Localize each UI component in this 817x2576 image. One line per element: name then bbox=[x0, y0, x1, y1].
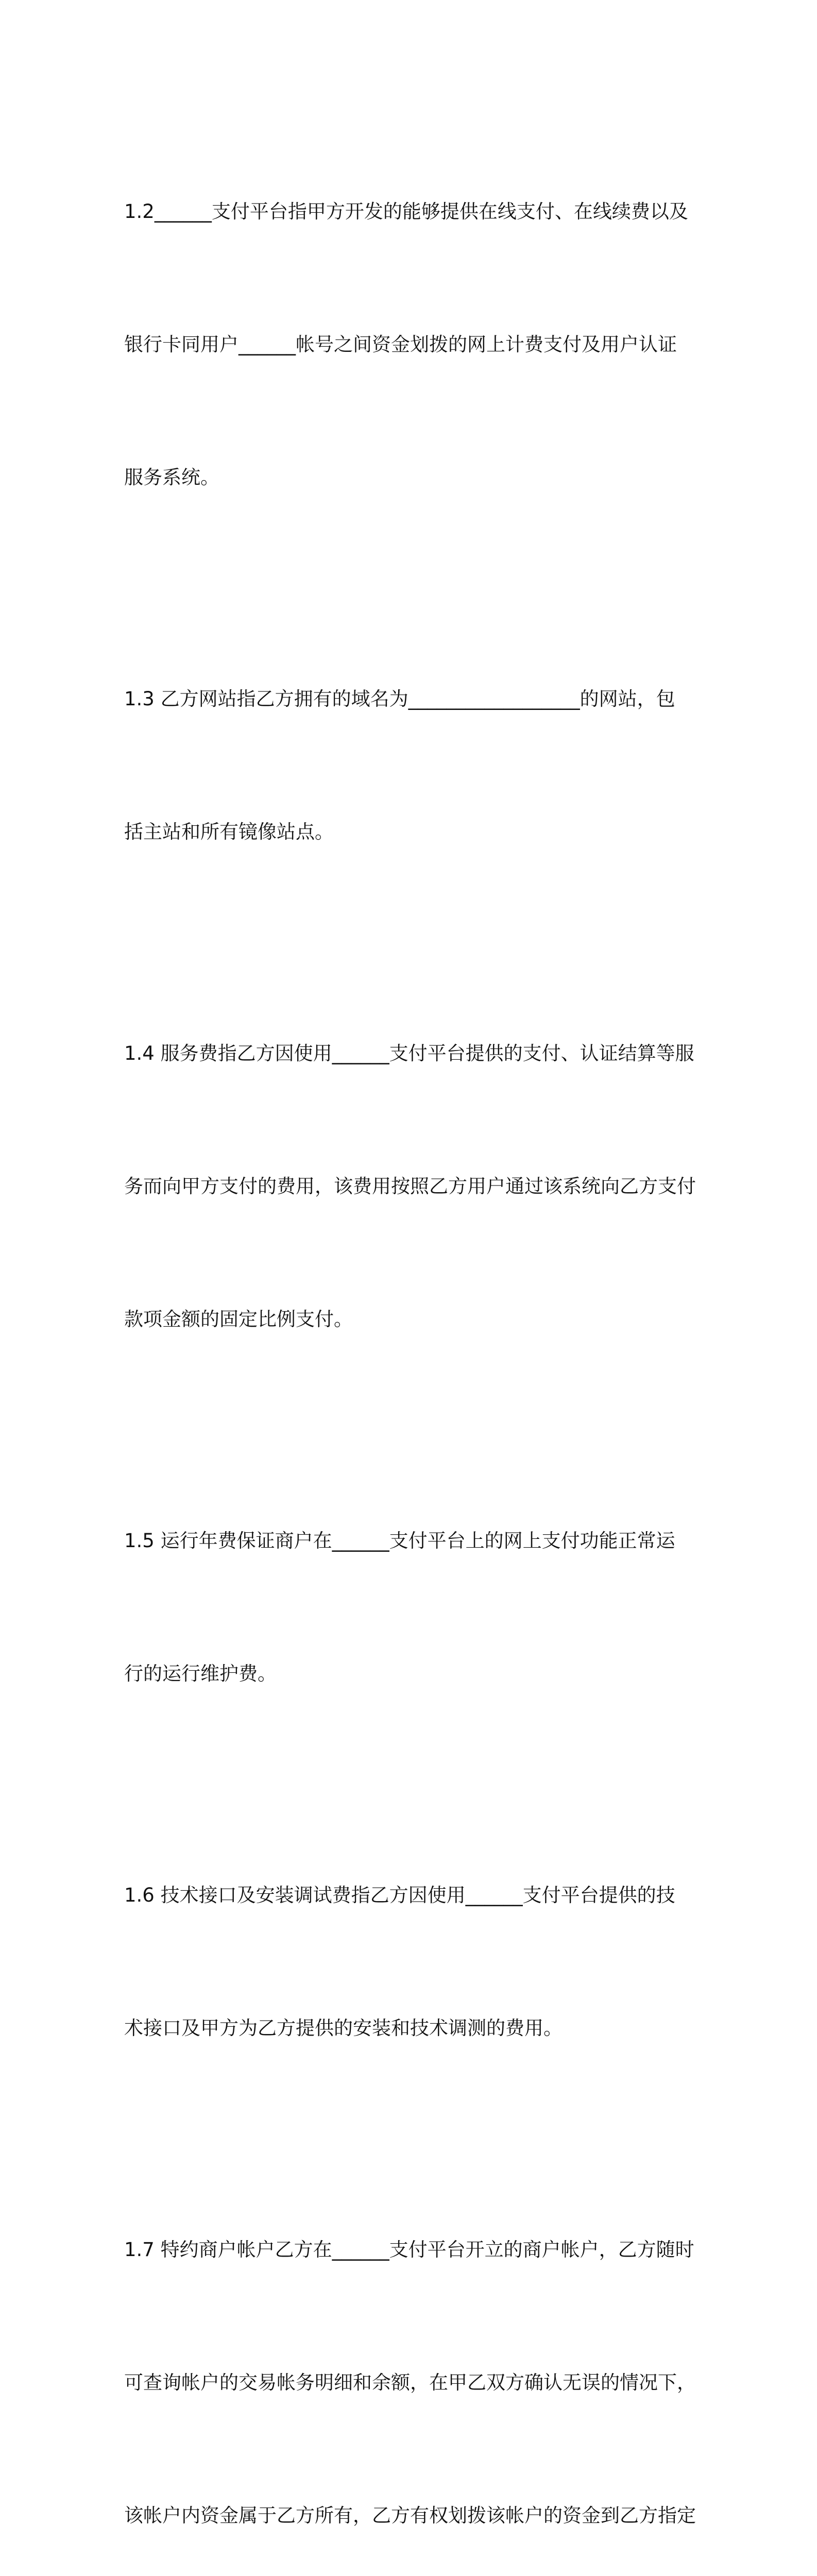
text-line: 1.7 特约商户帐户乙方在______支付平台开立的商户帐户，乙方随时 bbox=[124, 2239, 694, 2261]
text-line: 1.2______支付平台指甲方开发的能够提供在线支付、在线续费以及 bbox=[124, 200, 688, 223]
clause-1-3 bbox=[124, 588, 698, 943]
text-line: 术接口及甲方为乙方提供的安装和技术调测的费用。 bbox=[124, 2017, 563, 2039]
clause-1-7 bbox=[124, 2139, 698, 2576]
text-line: 1.4 服务费指乙方因使用______支付平台提供的支付、认证结算等服 bbox=[124, 1042, 694, 1064]
text-line: 该帐户内资金属于乙方所有，乙方有权划拨该帐户的资金到乙方指定 bbox=[124, 2504, 696, 2527]
text-line: 行的运行维护费。 bbox=[124, 1663, 277, 1685]
text-line: 服务系统。 bbox=[124, 466, 219, 488]
text-line: 1.6 技术接口及安装调试费指乙方因使用______支付平台提供的技 bbox=[124, 1884, 675, 1906]
text-line: 1.5 运行年费保证商户在______支付平台上的网上支付功能正常运 bbox=[124, 1530, 675, 1552]
text-line: 括主站和所有镜像站点。 bbox=[124, 821, 334, 843]
document-body bbox=[124, 101, 698, 2576]
text-line: 款项金额的固定比例支付。 bbox=[124, 1308, 353, 1330]
text-line: 务而向甲方支付的费用，该费用按照乙方用户通过该系统向乙方支付 bbox=[124, 1175, 696, 1197]
text-line: 1.3 乙方网站指乙方拥有的域名为__________________的网站，包 bbox=[124, 688, 675, 710]
clause-1-5 bbox=[124, 1430, 698, 1785]
clause-1-2 bbox=[124, 101, 698, 588]
clause-1-6 bbox=[124, 1785, 698, 2139]
text-line: 银行卡同用户______帐号之间资金划拨的网上计费支付及用户认证 bbox=[124, 333, 677, 355]
clause-1-4 bbox=[124, 943, 698, 1430]
text-line: 可查询帐户的交易帐务明细和余额，在甲乙双方确认无误的情况下， bbox=[124, 2371, 696, 2394]
